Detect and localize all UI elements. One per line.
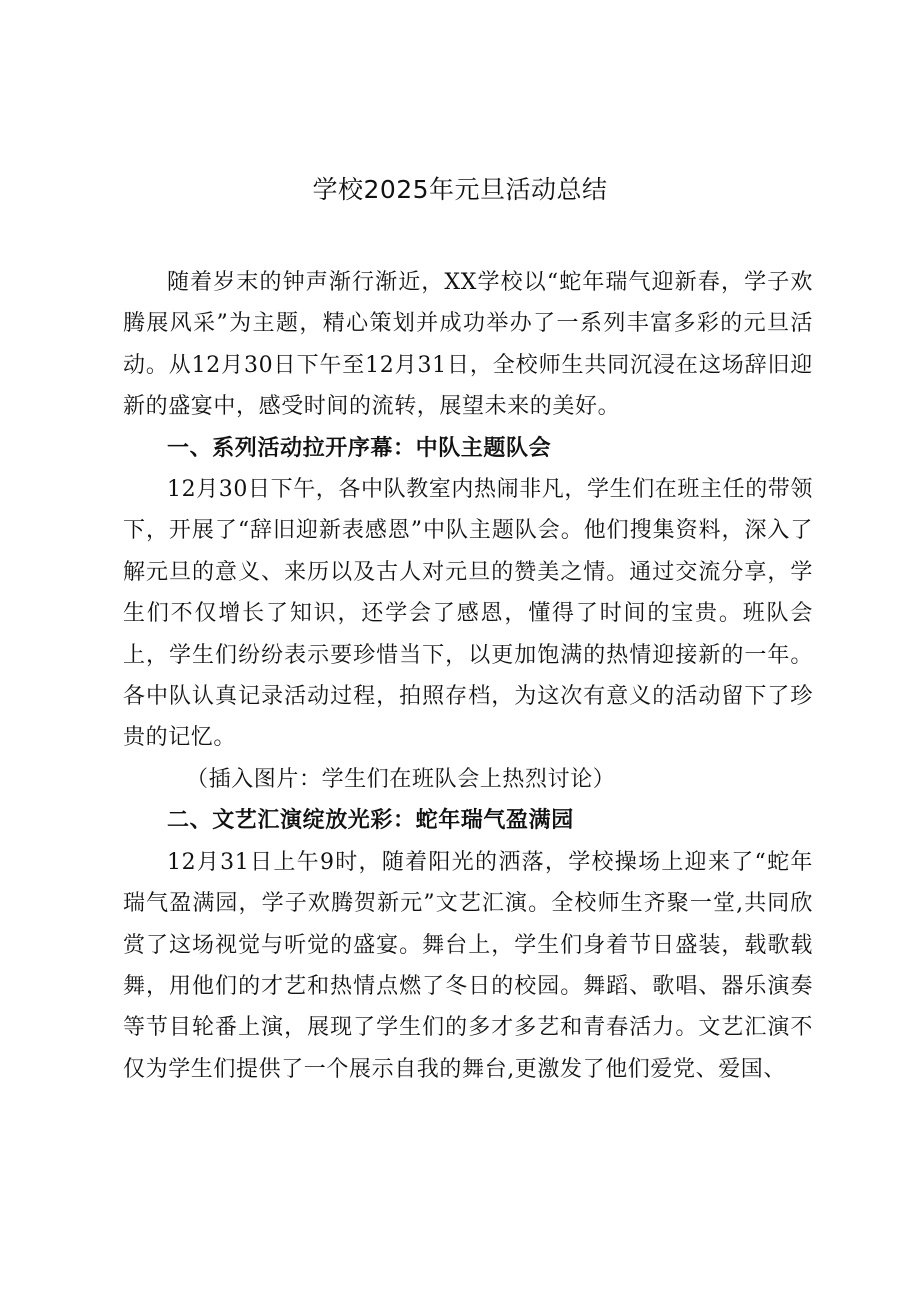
image-placeholder-caption: （插入图片：学生们在班队会上热烈讨论） [186,766,616,792]
section-1-paragraph: 12月30日下午，各中队教室内热闹非凡，学生们在班主任的带领下，开展了“辞旧迎新表感恩”中队主题队会。他们搜集资料，深入了解元旦的意义、来历以及古人对元旦的赞美之情。通过交流分享，学生们不仅增长了知识，还学会了感恩，懂得了时间的宝贵。班队会上，学生们纷纷表示要珍惜当下，以更加饱满的热情迎接新的一年。各中队认真记录活动过程，拍照存档，为这次有意义的活动留下了珍贵的记忆。 [123,477,813,751]
document-body [123,262,813,1090]
section-heading-1: 一、系列活动拉开序幕：中队主题队会 [167,434,552,461]
section-2-paragraph: 12月31日上午9时，随着阳光的洒落，学校操场上迎来了“蛇年瑞气盈满园，学子欢腾贺新元”文艺汇演。全校师生齐聚一堂,共同欣赏了这场视觉与听觉的盛宴。舞台上，学生们身着节日盛装，载歌载舞，用他们的才艺和热情点燃了冬日的校园。舞蹈、歌唱、器乐演奏等节目轮番上演，展现了学生们的多才多艺和青春活力。文艺汇演不仅为学生们提供了一个展示自我的舞台,更激发了他们爱党、爱国、 [123,849,813,1082]
section-heading-2: 二、文艺汇演绽放光彩：蛇年瑞气盈满园 [167,807,574,834]
document-title: 学校2025年元旦活动总结 [312,175,608,204]
intro-paragraph: 随着岁末的钟声渐行渐近，XX学校以“蛇年瑞气迎新春，学子欢腾展风采”为主题，精心策划并成功举办了一系列丰富多彩的元旦活动。从12月30日下午至12月31日，全校师生共同沉浸在这场辞旧迎新的盛宴中，感受时间的流转，展望未来的美好。 [123,270,813,420]
